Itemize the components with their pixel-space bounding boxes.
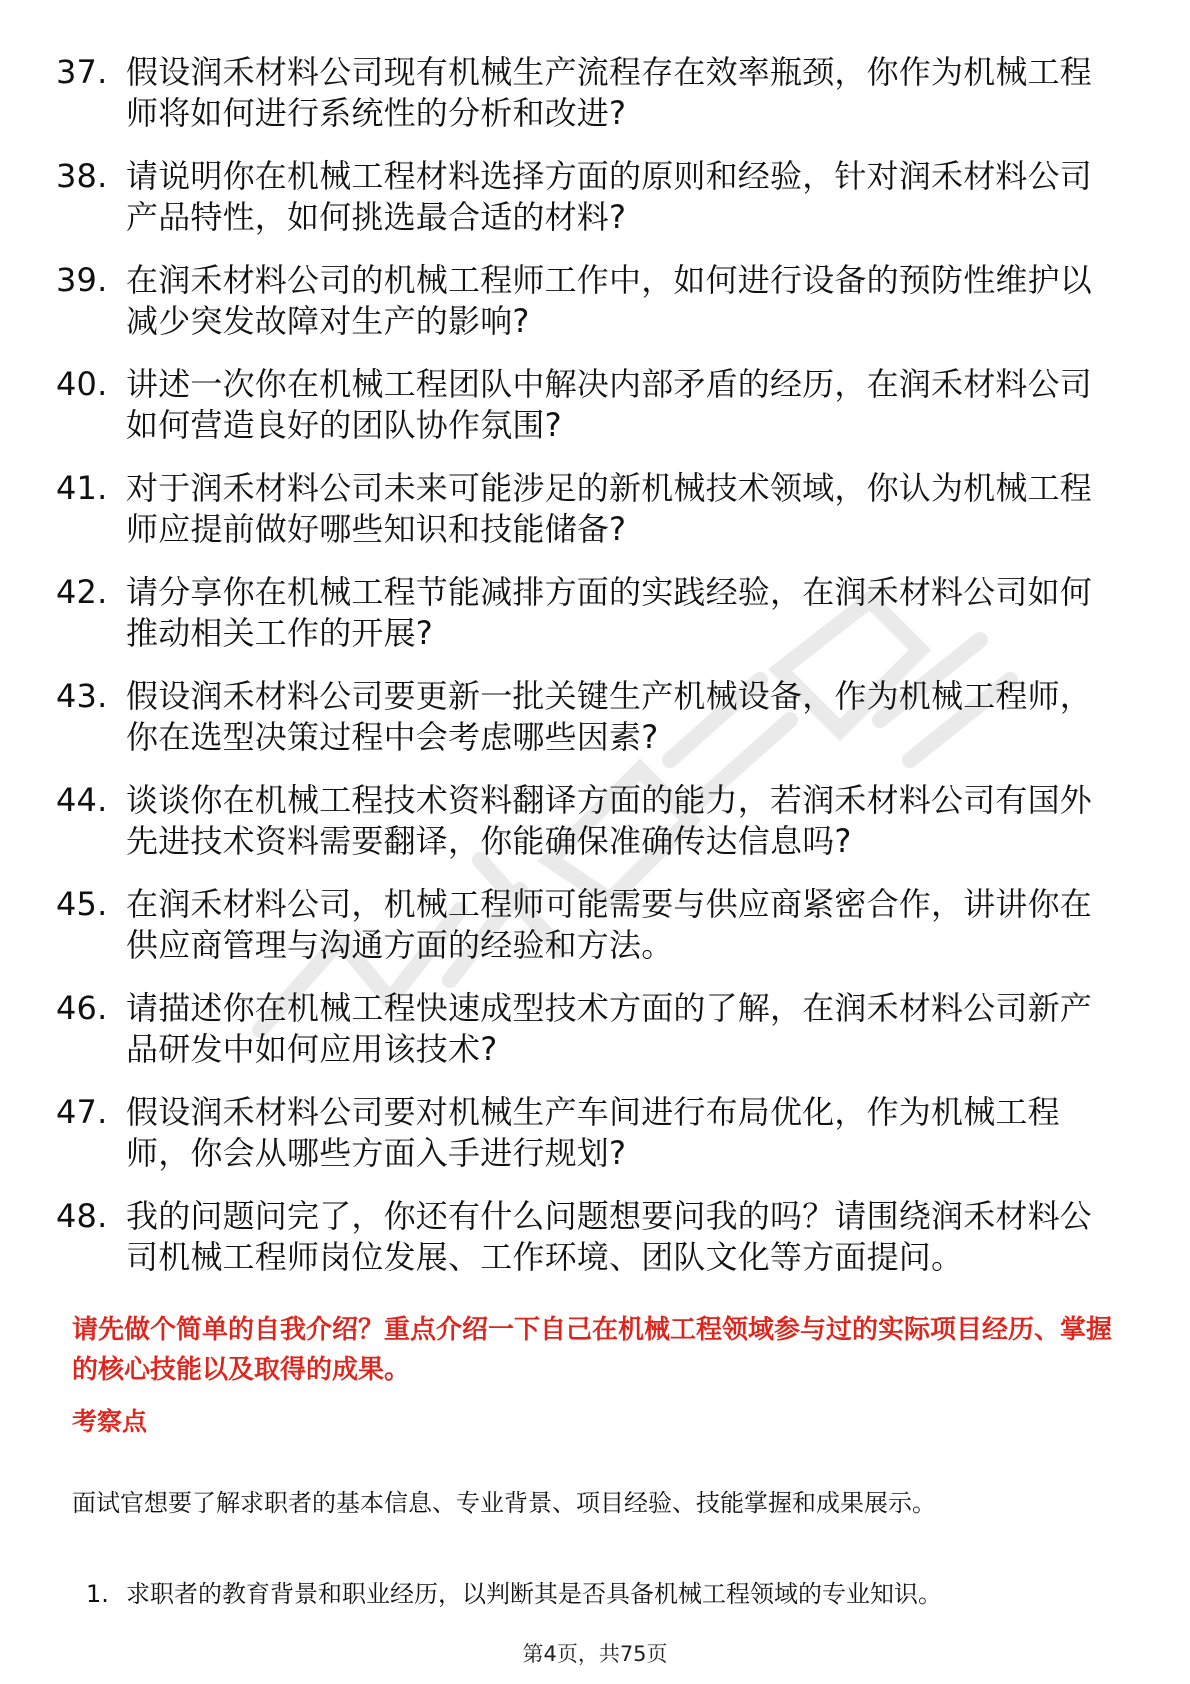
point-text: 求职者的教育背景和职业经历，以判断其是否具备机械工程领域的专业知识。 — [126, 1580, 942, 1608]
question-number: 43. — [56, 677, 108, 715]
question-number: 48. — [56, 1197, 108, 1235]
question-text: 在润禾材料公司的机械工程师工作中，如何进行设备的预防性维护以减少突发故障对生产的影响? — [126, 261, 1093, 340]
highlight-question: 请先做个简单的自我介绍？重点介绍一下自己在机械工程领域参与过的实际项目经历、掌握的核心技能以及取得的成果。 — [72, 1315, 1113, 1385]
question-number: 41. — [56, 469, 108, 507]
point-number: 1. — [86, 1580, 109, 1608]
question-text: 请分享你在机械工程节能减排方面的实践经验，在润禾材料公司如何推动相关工作的开展? — [126, 573, 1093, 652]
question-text: 假设润禾材料公司现有机械生产流程存在效率瓶颈，你作为机械工程师将如何进行系统性的分析和改进? — [126, 53, 1093, 132]
intro-paragraph: 面试官想要了解求职者的基本信息、专业背景、项目经验、技能掌握和成果展示。 — [72, 1489, 936, 1517]
list-item — [56, 884, 1116, 966]
question-number: 40. — [56, 365, 108, 403]
question-text: 我的问题问完了，你还有什么问题想要问我的吗？请围绕润禾材料公司机械工程师岗位发展、工作环境、团队文化等方面提问。 — [126, 1197, 1093, 1276]
question-number: 46. — [56, 989, 108, 1027]
question-text: 对于润禾材料公司未来可能涉足的新机械技术领域，你认为机械工程师应提前做好哪些知识和技能储备? — [126, 469, 1093, 548]
question-number: 47. — [56, 1093, 108, 1131]
list-item — [56, 676, 1116, 758]
list-item — [56, 468, 1116, 550]
list-item — [56, 572, 1116, 654]
list-item — [56, 52, 1116, 134]
question-text: 假设润禾材料公司要对机械生产车间进行布局优化，作为机械工程师，你会从哪些方面入手进行规划? — [126, 1093, 1060, 1172]
question-number: 37. — [56, 53, 108, 91]
question-list — [56, 52, 1116, 1300]
list-item — [56, 364, 1116, 446]
list-item — [56, 156, 1116, 238]
question-number: 39. — [56, 261, 108, 299]
question-text: 请说明你在机械工程材料选择方面的原则和经验，针对润禾材料公司产品特性，如何挑选最合适的材料? — [126, 157, 1093, 236]
point-list — [86, 1578, 1126, 1610]
list-item — [56, 780, 1116, 862]
question-text: 请描述你在机械工程快速成型技术方面的了解，在润禾材料公司新产品研发中如何应用该技术? — [126, 989, 1093, 1068]
section-title: 考察点 — [72, 1407, 148, 1436]
question-text: 谈谈你在机械工程技术资料翻译方面的能力，若润禾材料公司有国外先进技术资料需要翻译，你能确保准确传达信息吗? — [126, 781, 1093, 860]
page-footer: 第4页，共75页 — [522, 1642, 668, 1666]
question-number: 38. — [56, 157, 108, 195]
list-item — [56, 1196, 1116, 1278]
question-number: 44. — [56, 781, 108, 819]
question-text: 讲述一次你在机械工程团队中解决内部矛盾的经历，在润禾材料公司如何营造良好的团队协作氛围? — [126, 365, 1093, 444]
list-item — [56, 1092, 1116, 1174]
list-item — [56, 260, 1116, 342]
question-text: 假设润禾材料公司要更新一批关键生产机械设备，作为机械工程师，你在选型决策过程中会考虑哪些因素? — [126, 677, 1093, 756]
question-number: 45. — [56, 885, 108, 923]
question-text: 在润禾材料公司，机械工程师可能需要与供应商紧密合作，讲讲你在供应商管理与沟通方面的经验和方法。 — [126, 885, 1093, 964]
question-number: 42. — [56, 573, 108, 611]
list-item — [56, 988, 1116, 1070]
list-item — [86, 1578, 1126, 1610]
